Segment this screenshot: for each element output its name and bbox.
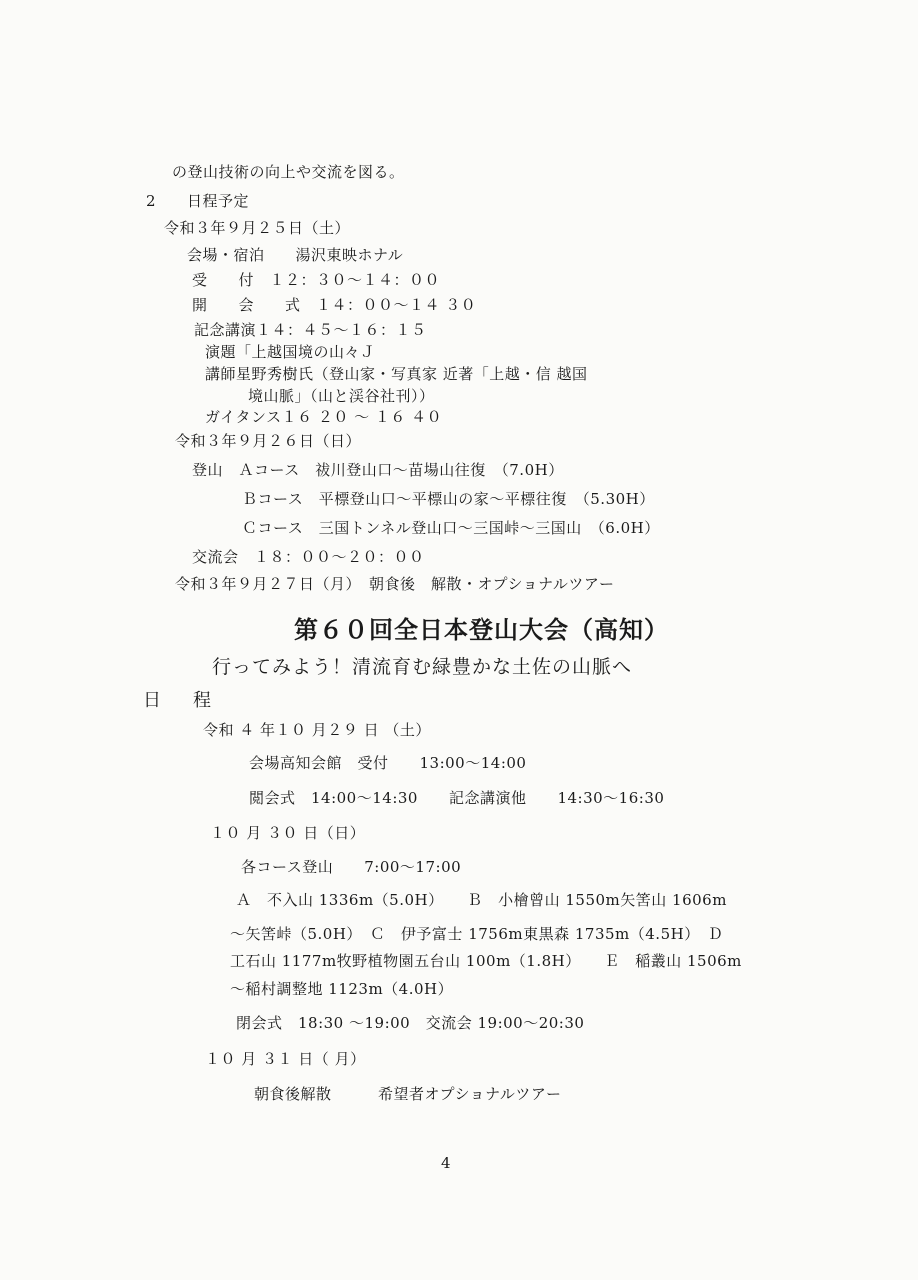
day1-date: 令和３年９月２５日（土） <box>164 219 351 237</box>
event-title: 第６０回全日本登山大会（高知） <box>294 615 669 644</box>
page-number: 4 <box>441 1154 451 1172</box>
section-heading-schedule: 2 日程予定 <box>146 192 250 210</box>
lecture-line: 記念講演１４：４５〜１６：１５ <box>194 321 427 339</box>
lecturer-line-2: 境山脈」（山と渓谷社刊）） <box>248 387 435 405</box>
day2-date: 令和３年９月２６日（日） <box>175 432 362 450</box>
social-line: 交流会 １８：００〜２０：００ <box>192 548 425 566</box>
event-courses-line-4: 〜稲村調整地 1123m（4.0H） <box>230 980 454 998</box>
course-a-line: 登山 Ａコース 祓川登山口〜苗場山往復 （7.0H） <box>192 461 564 479</box>
section-label-char-2: 程 <box>193 690 211 711</box>
event-ceremony-line: 閲会式 14:00〜14:30 記念講演他 14:30〜16:30 <box>249 789 665 807</box>
reception-line: 受 付 １２：３０〜１４：００ <box>192 271 441 289</box>
lecturer-line-1: 講師星野秀樹氏（登山家・写真家 近著「上越・信 越国 <box>205 365 588 383</box>
event-courses-line-1: Ａ 不入山 1336m（5.0H） Ｂ 小檜曾山 1550m矢筈山 1606m <box>236 891 727 909</box>
event-closing-line: 閉会式 18:30 〜19:00 交流会 19:00〜20:30 <box>236 1014 585 1032</box>
event-day3-detail: 朝食後解散 希望者オプショナルツアー <box>254 1085 562 1103</box>
guidance-line: ガイタンス１６ ２０ 〜 １６ ４０ <box>205 408 443 426</box>
event-day2-date: １０ 月 ３０ 日（日） <box>210 824 366 842</box>
event-venue-line: 会場高知会館 受付 13:00〜14:00 <box>249 754 527 772</box>
event-subtitle: 行ってみよう！清流育む緑豊かな土佐の山脈へ <box>212 656 633 678</box>
event-courses-line-2: 〜矢筈峠（5.0H） Ｃ 伊予富士 1756m東黒森 1735m（4.5H） Ｄ <box>230 925 724 943</box>
venue-line: 会場・宿泊 湯沢東映ホナル <box>187 246 404 264</box>
schedule-section-label <box>143 686 211 712</box>
section-label-char-1: 日 <box>143 690 161 711</box>
course-c-line: Ｃコース 三国トンネル登山口〜三国峠〜三国山 （6.0H） <box>242 519 660 537</box>
intro-tail: の登山技術の向上や交流を図る。 <box>172 163 405 181</box>
event-day1-date: 令和 ４ 年１０ 月２９ 日 （土） <box>203 721 431 739</box>
day3-line: 令和３年９月２７日（月） 朝食後 解散・オプショナルツアー <box>175 575 615 593</box>
lecture-title: 演題「上越国境の山々Ｊ <box>205 343 376 361</box>
event-day3-date: １０ 月 ３１ 日（ 月） <box>205 1050 366 1068</box>
event-courses-line-3: 工石山 1177m牧野植物園五台山 100m（1.8H） Ｅ 稲叢山 1506m <box>230 952 742 970</box>
course-b-line: Ｂコース 平標登山口〜平標山の家〜平標往復 （5.30H） <box>242 490 655 508</box>
opening-line: 開 会 式 １４：００〜１４ ３０ <box>192 296 477 314</box>
event-climb-line: 各コース登山 7:00〜17:00 <box>241 858 462 876</box>
